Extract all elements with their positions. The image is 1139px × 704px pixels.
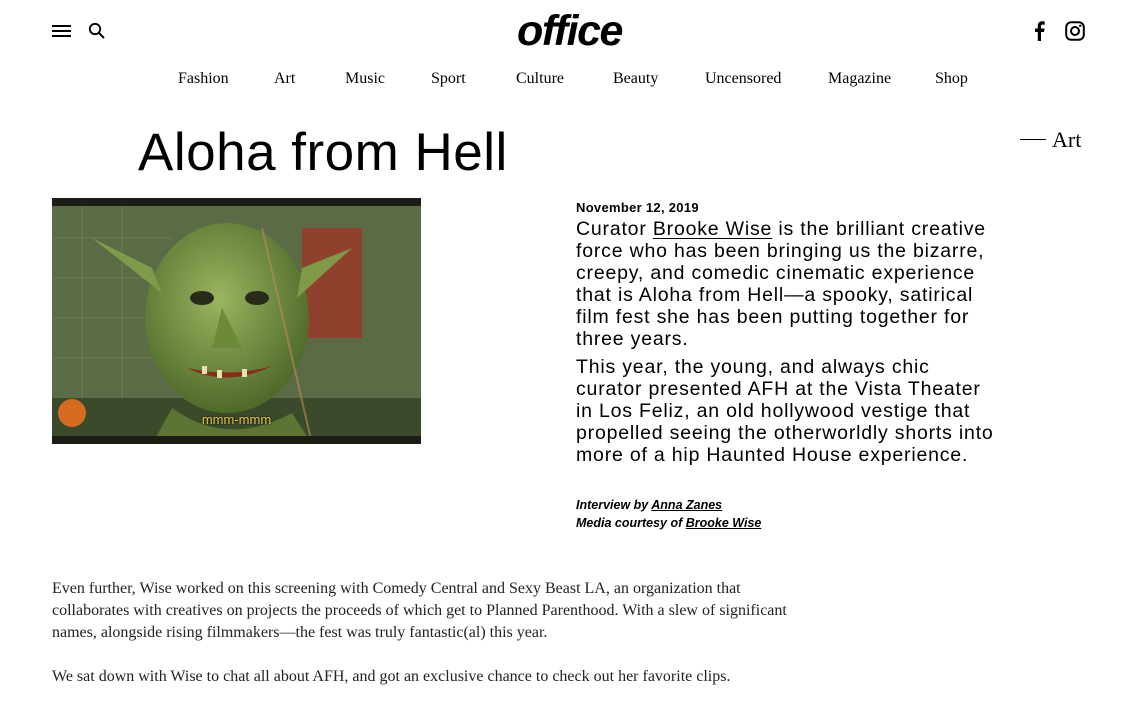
article-lede: [576, 218, 1001, 350]
body-paragraph: Even further, Wise worked on this screening with Comedy Central and Sexy Beast LA, an organization that collaborates with creatives on projects the proceeds of which get to Planned Parenthood. With a slew of significant names, alongside rising filmmakers—the fest was truly fantastic(al) this year.: [52, 580, 787, 641]
nav-item-sport[interactable]: Sport: [431, 70, 466, 87]
article-category[interactable]: [1020, 127, 1081, 153]
main-nav: [0, 70, 1139, 90]
article-date: November 12, 2019: [576, 200, 699, 215]
nav-item-art[interactable]: Art: [274, 70, 296, 87]
nav-item-uncensored[interactable]: Uncensored: [705, 70, 782, 87]
interview-credit: [576, 496, 761, 514]
lede-prefix: Curator: [576, 218, 653, 240]
lede-suffix: is the brilliant creative force who has been bringing us the bizarre, creepy, and comedic cinematic experience that is Aloha from Hell—a spooky, satirical film fest she has been putting together for three years.: [576, 218, 986, 350]
category-label: Art: [1052, 127, 1082, 152]
nav-item-fashion[interactable]: Fashion: [178, 70, 229, 87]
image-caption: mmm-mmm: [201, 412, 272, 427]
nav-item-culture[interactable]: Culture: [516, 70, 564, 87]
media-courtesy-link[interactable]: Brooke Wise: [685, 516, 762, 530]
article-credits: [576, 496, 761, 532]
facebook-icon[interactable]: [1031, 21, 1047, 41]
goblin-film-still-image: [52, 198, 421, 444]
article-lede-second: This year, the young, and always chic curator presented AFH at the Vista Theater in Los Feliz, an old hollywood vestige that propelled seeing the otherworldly shorts into more of a hip Haunted House experience.: [576, 356, 994, 466]
media-credit: [576, 514, 761, 532]
instagram-icon[interactable]: [1065, 21, 1085, 41]
site-logo[interactable]: office: [517, 7, 622, 55]
nav-item-shop[interactable]: Shop: [935, 70, 968, 87]
article-title: Aloha from Hell: [138, 123, 508, 182]
curator-link[interactable]: Brooke Wise: [652, 218, 773, 240]
body-paragraph: We sat down with Wise to chat all about AFH, and got an exclusive chance to check out her favorite clips.: [52, 668, 731, 685]
interviewer-link[interactable]: Anna Zanes: [651, 498, 723, 512]
category-dash: [1020, 139, 1046, 140]
nav-item-music[interactable]: Music: [345, 70, 385, 87]
hero-image: [52, 198, 421, 444]
interview-label: Interview by: [576, 498, 652, 512]
nav-item-magazine[interactable]: Magazine: [828, 70, 892, 87]
media-label: Media courtesy of: [576, 516, 686, 530]
nav-item-beauty[interactable]: Beauty: [613, 70, 659, 87]
